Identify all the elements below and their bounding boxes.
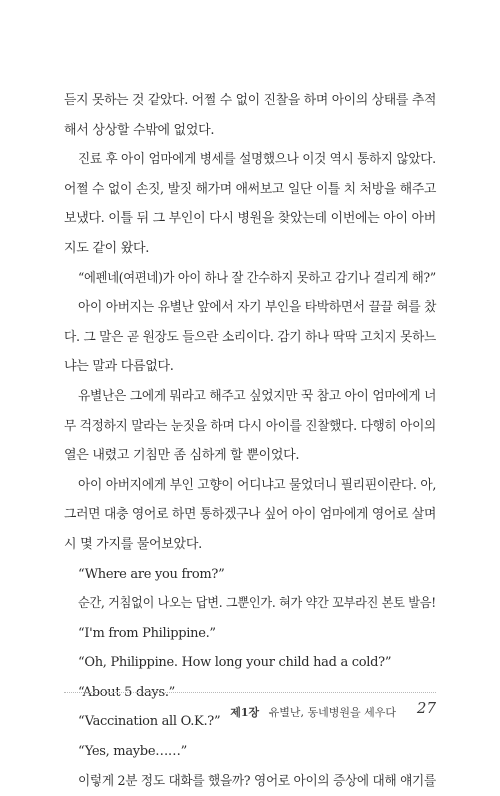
text-line: 해서 상상할 수밖에 없었다. [64,122,215,138]
page-number: 27 [416,699,436,717]
text-line: “I'm from Philippine.” [78,625,216,641]
text-line: 시 몇 가지를 물어보았다. [64,536,202,552]
text-line: 어쩔 수 없이 손짓, 발짓 해가며 애써보고 일단 이틀 치 처방을 해주고 [64,181,437,197]
text-line: “About 5 days.” [78,684,176,700]
text-line: “Where are you from?” [78,566,225,582]
text-line: 열은 내렸고 기침만 좀 심하게 할 뿐이었다. [64,448,300,464]
text-line: 냐는 말과 다름없다. [64,359,174,375]
footer-divider [64,692,436,693]
text-line: 보냈다. 이틀 뒤 그 부인이 다시 병원을 찾았는데 이번에는 아이 아버 [64,211,437,227]
chapter-title: 유별난, 동네병원을 세우다 [268,706,396,719]
text-line: “Vaccination all O.K.?” [78,714,221,730]
text-line: 다. 그 말은 곧 원장도 들으란 소리이다. 감기 하나 딱딱 고치지 못하느 [64,329,437,345]
chapter-label: 제1장 [230,706,260,719]
text-line: “에펜네(여편네)가 아이 하나 잘 간수하지 못하고 감기나 걸리게 해?” [78,270,436,286]
text-line: 무 걱정하지 말라는 눈짓을 하며 다시 아이를 진찰했다. 다행히 아이의 [64,418,437,434]
page-footer [64,700,436,724]
text-line: 그러면 대충 영어로 하면 통하겠구나 싶어 아이 엄마에게 영어로 살며 [64,507,437,523]
body-text [64,86,436,796]
text-line: 아이 아버지에게 부인 고향이 어디냐고 물었더니 필리핀이란다. 아, [78,477,437,493]
text-line: 지도 같이 왔다. [64,240,150,256]
text-line: 유별난은 그에게 뭐라고 해주고 싶었지만 꾹 참고 아이 엄마에게 너 [78,388,437,404]
running-head [230,704,396,720]
text-line: 진료 후 아이 엄마에게 병세를 설명했으나 이것 역시 통하지 않았다. [78,152,436,168]
text-line: 듣지 못하는 것 같았다. 어쩔 수 없이 진찰을 하며 아이의 상태를 추적 [64,93,437,108]
text-line: “Oh, Philippine. How long your child had a cold?” [78,655,392,671]
text-line: “Yes, maybe……” [78,744,187,760]
text-line: 이렇게 2분 정도 대화를 했을까? 영어로 아이의 증상에 대해 얘기를 [78,773,436,789]
text-line: 순간, 거침없이 나오는 답변. 그뿐인가. 혀가 약간 꼬부라진 본토 발음! [78,596,436,612]
text-line: 아이 아버지는 유별난 앞에서 자기 부인을 타박하면서 끌끌 혀를 찼 [78,300,437,316]
